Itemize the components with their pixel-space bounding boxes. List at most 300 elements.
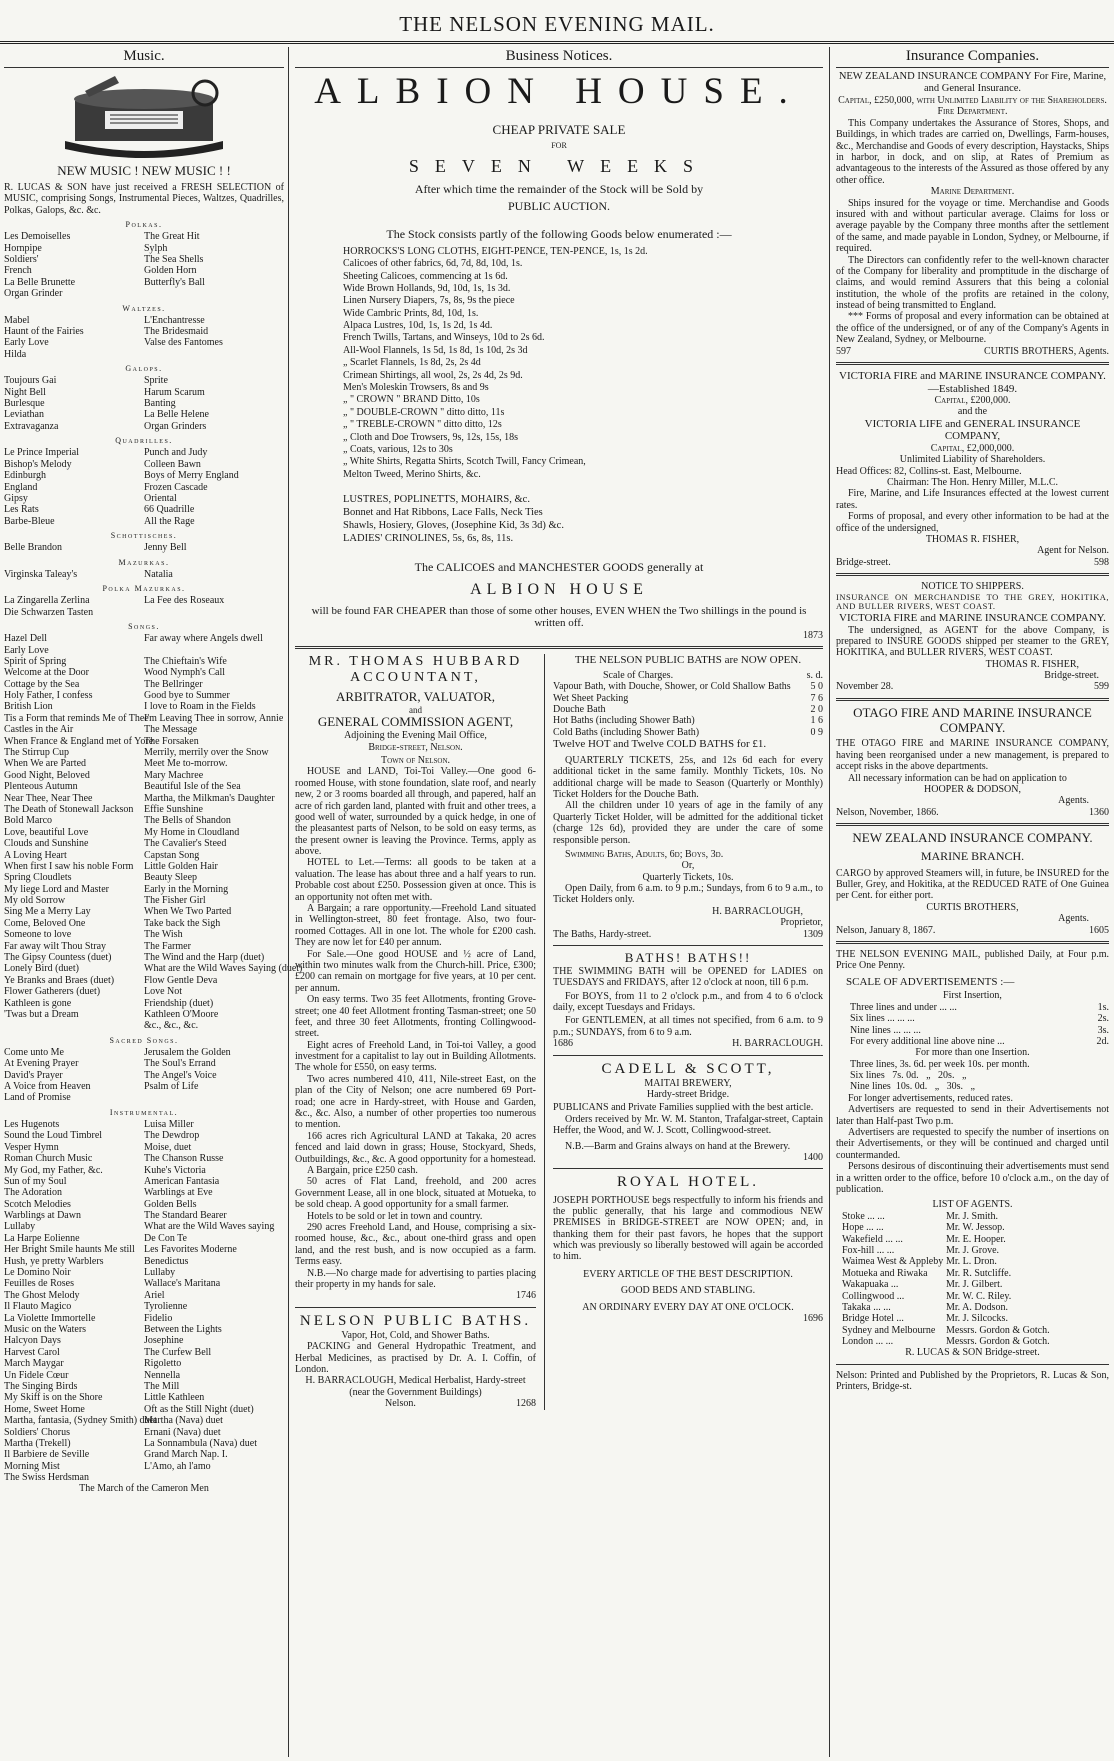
baths-charge-row xyxy=(553,681,823,692)
vic-p1: Fire, Marine, and Life Insurances effected at the lowest current rates. xyxy=(836,488,1109,511)
mail-agents-title: LIST OF AGENTS. xyxy=(932,1199,1013,1211)
albion-cheaper: will be found FAR CHEAPER than those of some other houses, EVEN WHEN the Two shillings in the pound is written off. xyxy=(311,604,807,630)
vic-cap: Capital, £200,000. xyxy=(934,395,1011,407)
goods-item: Calicoes of other fabrics, 6d, 7d, 8d, 10d, 1s. xyxy=(343,258,523,270)
music-title-item: Butterfly's Ball xyxy=(144,276,205,288)
music-title-item: The Bells of Shandon xyxy=(144,815,231,827)
music-title-item: L'Amo, ah l'amo xyxy=(144,1460,211,1472)
hubbard-l1: MR. THOMAS HUBBARD xyxy=(308,654,523,670)
nz-fire: Fire Department. xyxy=(937,106,1008,118)
music-title-item: Les Rats xyxy=(4,504,39,516)
baths-charge-row xyxy=(553,715,823,726)
ship-addr: Bridge-street. xyxy=(1044,670,1099,682)
music-title-item: The Mill xyxy=(144,1380,180,1392)
music-title-item: La Harpe Eolienne xyxy=(4,1232,80,1244)
music-title-item: My Home in Cloudland xyxy=(144,826,240,838)
hubbard-paragraph: HOUSE and LAND, Toi-Toi Valley.—One good 6-roomed House, with stone foundation, slate roof, and nearly new, 2 or 3 rooms boarded all through, and papered, half an acre of rich garden land, planted with fruit and other trees, a good well of water, surrounded by a quick hedge, in one of the pleasantest parts of Nelson, to be sold on easy terms, as the present owner is leaving the Province. Terms, apply as above. xyxy=(295,766,536,858)
ad-rate-row xyxy=(850,1002,1109,1013)
hubbard-paragraph: A Bargain; a rare opportunity.—Freehold Land situated in Wellington-street, 80 feet frontage. Also, two four-roomed Cottages. All in one lot. The whole for £200 cash. They are now let for £40 per annum. xyxy=(295,903,536,949)
ship-date: November 28. xyxy=(836,681,894,693)
music-title-item: Les Favorites Moderne xyxy=(144,1244,237,1256)
music-title-item: Barbe-Bleue xyxy=(4,515,55,527)
music-title-item: Welcome at the Door xyxy=(4,667,89,679)
agent-row xyxy=(842,1325,1109,1336)
music-title-item: Boys of Merry England xyxy=(144,470,239,482)
goods-item: „ Cloth and Doe Trowsers, 9s, 12s, 15s, 18s xyxy=(343,431,519,443)
nz-p2: Ships insured for the voyage or time. Merchandise and Goods insured with and without particular average. Claims for loss or average payable by the Company three months after the settlement of the same, and made payable in London, Sydney, or Melbourne, if required. xyxy=(836,197,1109,255)
music-title-item: Tis a Form that reminds Me of Thee xyxy=(4,712,149,724)
music-title-item: Someone to love xyxy=(4,929,72,941)
music-title-item: Oriental xyxy=(144,492,177,504)
music-title-item: Effie Sunshine xyxy=(144,803,203,815)
music-title-item: Capstan Song xyxy=(144,849,200,861)
agent-row xyxy=(842,1211,1109,1222)
hubbard-and: and xyxy=(409,705,422,716)
music-title-item: Early in the Morning xyxy=(144,883,229,895)
music-title-item: L'Enchantresse xyxy=(144,314,205,326)
goods-item: Wide Cambric Prints, 8d, 10d, 1s. xyxy=(343,307,479,319)
goods-item: „ White Shirts, Regatta Shirts, Scotch Twill, Fancy Crimean, xyxy=(343,456,586,468)
music-title-item: I'm Leaving Thee in sorrow, Annie xyxy=(144,712,284,724)
hubbard-paragraph: A Bargain, price £250 cash. xyxy=(307,1165,418,1176)
baths-charge-price: 0 9 xyxy=(810,726,823,738)
music-title-item: Her Bright Smile haunts Me still xyxy=(4,1244,135,1256)
music-title-item: Early Love xyxy=(4,644,49,656)
baths-children: All the children under 10 years of age in the family of any Quarterly Ticket Holder, will be admitted for the additional ticket (charge 12s 6d), provided they are under the care of some responsible person. xyxy=(553,800,823,846)
music-title-item: My Skiff is on the Shore xyxy=(4,1392,103,1404)
music-title-item: Tyrolienne xyxy=(144,1301,188,1313)
business-subcolumns xyxy=(295,654,823,1409)
hubbard-l4: GENERAL COMMISSION AGENT, xyxy=(317,714,514,730)
music-title-item: Bold Marco xyxy=(4,815,53,827)
music-section-list xyxy=(4,633,303,1032)
vic-agent: Agent for Nelson. xyxy=(1037,545,1109,557)
nz2-agents: Agents. xyxy=(1058,913,1089,925)
music-title-item: Burlesque xyxy=(4,398,45,410)
music-title-item: Lonely Bird (duet) xyxy=(4,963,79,975)
music-title-item: The Angel's Voice xyxy=(144,1069,217,1081)
music-title-item: Martha, the Milkman's Daughter xyxy=(144,792,275,804)
agent-place: Sydney and Melbourne xyxy=(842,1324,936,1336)
music-section-list xyxy=(4,569,284,580)
music-title-item: Ernani (Nava) duet xyxy=(144,1426,221,1438)
music-title-item: Feuilles de Roses xyxy=(4,1278,74,1290)
music-title-item: Harvest Carol xyxy=(4,1346,60,1358)
music-title-item: The Ghost Melody xyxy=(4,1289,80,1301)
music-title-item: Morning Mist xyxy=(4,1460,60,1472)
music-title-item: &c., &c., &c. xyxy=(144,1020,199,1032)
music-title-item: Friendship (duet) xyxy=(144,997,214,1009)
baths-charge-price: 1 6 xyxy=(810,715,823,727)
music-title-item: Soldiers' xyxy=(4,253,39,265)
music-title-item: Soldiers' Chorus xyxy=(4,1426,70,1438)
nz2-sig: CURTIS BROTHERS, xyxy=(926,901,1019,913)
music-title-item: Spring Cloudlets xyxy=(4,872,72,884)
music-title-item xyxy=(144,645,284,656)
music-title-item: Beauty Sleep xyxy=(144,872,198,884)
music-title-item: La Belle Helene xyxy=(144,409,209,421)
otago-p2: All necessary information can be had on application to xyxy=(848,772,1067,784)
agent-place: Wakapuaka ... xyxy=(842,1279,899,1291)
baths-charge-label: Wet Sheet Packing xyxy=(553,692,629,704)
music-title-item: Gipsy xyxy=(4,492,28,504)
ship-sig: THOMAS R. FISHER, xyxy=(985,658,1079,670)
music-title-item: Merrily, merrily over the Snow xyxy=(144,747,269,759)
music-title-item: Halcyon Days xyxy=(4,1335,61,1347)
agent-place: Collingwood ... xyxy=(842,1290,905,1302)
albion-stock: The Stock consists partly of the following Goods below enumerated :— xyxy=(386,227,732,242)
music-title-item: The Soul's Errand xyxy=(144,1058,216,1070)
music-section-heading: Mazurkas. xyxy=(118,557,170,567)
goods-item: Linen Nursery Diapers, 7s, 8s, 9s the piece xyxy=(343,295,515,307)
music-title-item: Take back the Sigh xyxy=(144,917,221,929)
baths-sd: s. d. xyxy=(806,669,823,681)
music-title-item: When first I saw his noble Form xyxy=(4,860,134,872)
music-title-item: The Singing Birds xyxy=(4,1380,78,1392)
music-title-item: Holy Father, I confess xyxy=(4,690,93,702)
lustres-item: Shawls, Hosiery, Gloves, (Josephine Kid, 3s 3d) &c. xyxy=(343,520,564,532)
music-title-item: Far away wilt Thou Stray xyxy=(4,940,107,952)
agent-place: Stoke ... ... xyxy=(842,1210,885,1222)
music-title-item xyxy=(144,1092,284,1103)
music-title-item: The Death of Stonewall Jackson xyxy=(4,803,134,815)
albion-house-name: ALBION HOUSE xyxy=(470,580,648,598)
music-title-item: David's Prayer xyxy=(4,1069,63,1081)
agent-row xyxy=(842,1302,1109,1313)
baths-charge-label: Douche Bath xyxy=(553,704,606,716)
music-title-item: All the Rage xyxy=(144,515,195,527)
music-title-item: Castles in the Air xyxy=(4,724,74,736)
music-title-item: 66 Quadrille xyxy=(144,504,195,516)
agent-name: Mr. J. Smith. xyxy=(946,1210,998,1222)
vic-unl: Unlimited Liability of Shareholders. xyxy=(899,454,1046,466)
music-section-list xyxy=(4,315,284,361)
music-title-item: March Maygar xyxy=(4,1358,64,1370)
music-title-item: La Belle Brunette xyxy=(4,276,76,288)
royal-p3: GOOD BEDS AND STABLING. xyxy=(620,1285,756,1297)
music-title-item: Warblings at Dawn xyxy=(4,1210,81,1222)
music-title-item: Little Kathleen xyxy=(144,1392,205,1404)
nz-p1: This Company undertakes the Assurance of Stores, Shops, and Buildings, in which trades are carried on, Dwellings, Farm-houses, &c., Merchandise and Goods of every description, Haystacks, Ships in harbor, in dock, and on slip, at Rates of Premium as advantageous to the interests of the Assured as those offered by any other office. xyxy=(836,117,1109,186)
baths-charge-label: Vapour Bath, with Douche, Shower, or Cold Shallow Baths xyxy=(553,681,791,693)
music-title-item: Near Thee, Near Thee xyxy=(4,792,93,804)
vic-sig: THOMAS R. FISHER, xyxy=(925,534,1020,546)
music-title-item: Extravaganza xyxy=(4,420,59,432)
music-title-item: Bishop's Melody xyxy=(4,458,72,470)
baths-column xyxy=(545,654,823,1409)
agent-name: Mr. J. Gilbert. xyxy=(946,1279,1003,1291)
hubbard-l3: ARBITRATOR, VALUATOR, xyxy=(335,689,496,705)
music-title-item xyxy=(144,288,284,299)
agent-row xyxy=(842,1234,1109,1245)
baths-quarterly: QUARTERLY TICKETS, 25s, and 12s 6d each for every additional ticket in the same family. Monthly Tickets, 10s. No additional charge will be made to Season (Quarterly or Monthly) Ticket Holders for the Douche Bath. xyxy=(553,754,823,800)
baths-charge-row xyxy=(553,693,823,704)
goods-item: „ Coats, various, 12s to 30s xyxy=(343,443,453,455)
nelson-baths-title: NELSON PUBLIC BATHS. xyxy=(299,1312,532,1329)
music-title-item: The Farmer xyxy=(144,940,191,952)
music-title-item: Come, Beloved One xyxy=(4,917,86,929)
baths-rows xyxy=(553,681,823,738)
otago-sig: HOOPER & DODSON, xyxy=(924,784,1021,796)
music-title-item xyxy=(4,1020,144,1031)
agent-place: Bridge Hotel ... xyxy=(842,1313,904,1325)
lustres-item: Bonnet and Hat Ribbons, Lace Falls, Neck Ties xyxy=(343,507,543,519)
albion-num: 1873 xyxy=(803,629,823,641)
music-title-item: Music on the Waters xyxy=(4,1323,87,1335)
music-title-item: Benedictus xyxy=(144,1255,189,1267)
music-title-item: The Wish xyxy=(144,929,183,941)
agent-row xyxy=(842,1268,1109,1279)
baths-name: H. BARRACLOUGH, xyxy=(712,905,803,917)
music-title-item: Kuhe's Victoria xyxy=(144,1164,206,1176)
music-title-item: A Voice from Heaven xyxy=(4,1081,91,1093)
mail-r1: Three lines, 3s. 6d. per week 10s. per month. xyxy=(850,1058,1030,1070)
music-title-item: De Con Te xyxy=(144,1232,187,1244)
agent-row xyxy=(842,1336,1109,1347)
nz-p3: The Directors can confidently refer to the well-known character of the Company for liberality and promptitude in the discharge of claims, and would remind Assurers that this being a colonial institution, the whole of the profits are retained in the colony, instead of being transmitted to England. xyxy=(836,254,1109,312)
music-title-item: Sun of my Soul xyxy=(4,1175,67,1187)
ad-rate-label: For every additional line above nine ... xyxy=(850,1035,1005,1047)
music-title-item: The Cavalier's Steed xyxy=(144,838,227,850)
baths-charge-price: 5 0 xyxy=(810,681,823,693)
mail-title: THE NELSON EVENING MAIL, published Daily, at Four p.m. Price One Penny. xyxy=(836,949,1109,972)
music-title-item: Fidelio xyxy=(144,1312,173,1324)
music-title-item: Il Flauto Magico xyxy=(4,1301,72,1313)
albion-calicoes: The CALICOES and MANCHESTER GOODS generally at xyxy=(414,560,704,575)
music-title-item: Virginska Taleay's xyxy=(4,568,78,580)
otago-p1: THE OTAGO FIRE and MARINE INSURANCE COMPANY, having been reorganised under a new management, is prepared to accept risks in the above departments. xyxy=(836,738,1109,773)
music-title-item: Un Fidele Cœur xyxy=(4,1369,69,1381)
music-title-item: Spirit of Spring xyxy=(4,655,67,667)
albion-line2: FOR xyxy=(551,141,567,151)
ad-rate-price: 2d. xyxy=(1096,1035,1109,1047)
nz2-sub: MARINE BRANCH. xyxy=(920,849,1025,864)
music-title-item: Les Hugenots xyxy=(4,1118,60,1130)
music-title-item: Early Love xyxy=(4,337,49,349)
music-title-item: Wood Nymph's Call xyxy=(144,667,225,679)
agent-name: Mr. W. C. Riley. xyxy=(946,1290,1012,1302)
music-title-item: Cottage by the Sea xyxy=(4,678,80,690)
music-title-item: Home, Sweet Home xyxy=(4,1403,85,1415)
music-footer: The March of the Cameron Men xyxy=(79,1483,209,1495)
cadell-sub2: Hardy-street Bridge. xyxy=(646,1089,730,1101)
agent-row xyxy=(842,1256,1109,1267)
agent-place: Wakefield ... ... xyxy=(842,1233,903,1245)
lustres-item: LADIES' CRINOLINES, 5s, 6s, 8s, 11s. xyxy=(343,533,514,545)
music-title-item: 'Twas but a Dream xyxy=(4,1009,79,1020)
mail-imprint: Nelson: Printed and Published by the Proprietors, R. Lucas & Son, Printers, Bridge-st. xyxy=(836,1369,1109,1393)
music-title-item: Flow Gentle Deva xyxy=(144,974,218,986)
hubbard-paragraph: For Sale.—One good HOUSE and ½ acre of Land, within two minutes walk from the Church-hill. Price, £300; £200 can remain on mortgage for five years, at 10 per cent. per annum. xyxy=(295,948,536,994)
music-section-list xyxy=(4,231,284,299)
music-header: Music. xyxy=(4,47,284,68)
mail-r3: Nine lines 10s. 0d. „ 30s. „ xyxy=(850,1081,975,1093)
ad-rate-row xyxy=(850,1036,1109,1047)
music-title-item: When France & England met of Yore xyxy=(4,735,154,747)
music-title-item: Rigoletto xyxy=(144,1358,182,1370)
ad-rate-label: Three lines and under ... ... xyxy=(850,1001,957,1013)
music-title-item: Colleen Bawn xyxy=(144,458,201,470)
music-title-item: Good Night, Beloved xyxy=(4,769,90,781)
otago-title: OTAGO FIRE AND MARINE INSURANCE COMPANY. xyxy=(853,704,1092,735)
baths2-num: 1686 xyxy=(553,1038,573,1050)
music-title-item: The Fisher Girl xyxy=(144,895,206,907)
albion-goods-list xyxy=(295,246,823,480)
music-title-item: Wallace's Maritana xyxy=(144,1278,221,1290)
vic-chair: Chairman: The Hon. Henry Miller, M.L.C. xyxy=(886,477,1059,489)
baths-scale: Scale of Charges. xyxy=(603,669,674,681)
hubbard-num: 1746 xyxy=(516,1290,536,1302)
nz2-num: 1605 xyxy=(1089,924,1109,936)
baths-charge-price: 2 0 xyxy=(810,704,823,716)
music-title-item xyxy=(144,607,284,618)
nz2-title: NEW ZEALAND INSURANCE COMPANY. xyxy=(852,830,1093,846)
music-title-item: Le Prince Imperial xyxy=(4,447,79,459)
music-title-item: British Lion xyxy=(4,701,53,713)
otago-date: Nelson, November, 1866. xyxy=(836,806,939,818)
mail-p3: Advertisers are requested to specify the number of insertions on their Advertisements, or they will be continued and charged until countermanded. xyxy=(836,1127,1109,1161)
music-title-item: Roman Church Music xyxy=(4,1153,93,1165)
music-title-item: Banting xyxy=(144,398,176,410)
masthead xyxy=(0,0,1114,44)
mail-p1: For longer advertisements, reduced rates. xyxy=(848,1092,1013,1104)
baths-charge-row xyxy=(553,727,823,738)
music-title-item: At Evening Prayer xyxy=(4,1058,79,1070)
ship-p2: The undersigned, as AGENT for the above Company, is prepared to INSURE GOODS shipped per steamer to the GREY, HOKITIKA, and BULLER RIVERS, WEST COAST. xyxy=(836,624,1109,659)
baths-charge-label: Hot Baths (including Shower Bath) xyxy=(553,715,695,727)
nz-marine: Marine Department. xyxy=(930,186,1015,198)
music-title-item: La Sonnambula (Nava) duet xyxy=(144,1437,258,1449)
mail-agents-list xyxy=(836,1211,1109,1348)
music-title-item: Meet Me to-morrow. xyxy=(144,758,228,770)
music-section-list xyxy=(4,447,284,527)
mail-more: For more than one Insertion. xyxy=(915,1047,1030,1059)
goods-item: French Twills, Tartans, and Winseys, 10d to 2s 6d. xyxy=(343,332,545,344)
music-title-item: French xyxy=(4,265,32,277)
music-title-item: Vesper Hymn xyxy=(4,1141,59,1153)
vic-head: Head Offices: 82, Collins-st. East, Melbourne. xyxy=(836,465,1022,477)
music-title-item: Good bye to Summer xyxy=(144,690,230,702)
music-title-item: Scotch Melodies xyxy=(4,1198,71,1210)
cadell-title: CADELL & SCOTT, xyxy=(601,1060,775,1077)
insurance-column xyxy=(829,47,1109,1757)
music-title-item: The Great Hit xyxy=(144,231,200,243)
goods-item: Alpaca Lustres, 10d, 1s, 1s 2d, 1s 4d. xyxy=(343,320,493,332)
music-title-item: Come unto Me xyxy=(4,1046,64,1058)
mail-p4: Persons desirous of discontinuing their advertisements must send in a written order to the office, before 10 o'clock a.m., on the day of publication. xyxy=(836,1161,1109,1195)
music-section-heading: Galops. xyxy=(125,364,163,374)
music-title-item: What are the Wild Waves saying xyxy=(144,1221,275,1233)
cadell-p2: Orders received by Mr. W. M. Stanton, Trafalgar-street, Captain Heffer, the Wood, and W. J. Scott, Collingwood-street. xyxy=(553,1113,823,1137)
music-title-item: Moise, duet xyxy=(144,1141,192,1153)
cadell-num: 1400 xyxy=(803,1152,823,1164)
music-title-item: Plenteous Autumn xyxy=(4,781,78,793)
music-title-item: Hilda xyxy=(4,348,27,360)
albion-line1: CHEAP PRIVATE SALE xyxy=(492,122,626,138)
music-title-item: Jenny Bell xyxy=(144,542,187,554)
nelson-baths-p3: Nelson. xyxy=(385,1398,416,1410)
agent-place: Motueka and Riwaka xyxy=(842,1267,928,1279)
otago-num: 1360 xyxy=(1089,806,1109,818)
hubbard-paragraph: 290 acres Freehold Land, and House, comprising a six-roomed house, &c., &c., about one-third grass and open land, and the rest bush, and is now occupied as a farm. Terms easy. xyxy=(295,1221,536,1268)
music-section-heading: Polka Mazurkas. xyxy=(102,584,186,594)
music-title-item: Love Not xyxy=(144,986,183,998)
music-title-item: Natalia xyxy=(144,568,173,580)
music-title-item: Beautiful Isle of the Sea xyxy=(144,781,241,793)
vic-and: and the xyxy=(957,406,988,418)
baths2-p2: For BOYS, from 11 to 2 o'clock p.m., and from 4 to 6 o'clock daily, except Tuesdays and Fridays. xyxy=(553,990,823,1014)
music-instruments-illustration xyxy=(55,71,233,161)
music-title-item: Valse des Fantomes xyxy=(144,337,223,349)
albion-line5: PUBLIC AUCTION. xyxy=(507,199,610,214)
music-title-item: Night Bell xyxy=(4,386,46,398)
music-title-item: Warblings at Eve xyxy=(144,1187,213,1199)
music-title-item: Little Golden Hair xyxy=(144,860,218,872)
music-title-item: Mabel xyxy=(4,314,30,326)
music-title-item: Far away where Angels dwell xyxy=(144,633,263,645)
albion-title: ALBION HOUSE. xyxy=(314,71,804,113)
vic-cap2: Capital, £2,000,000. xyxy=(930,442,1015,454)
music-title-item: Kathleen is gone xyxy=(4,997,72,1009)
music-title-item: My old Sorrow xyxy=(4,895,66,907)
nelson-baths-sub: Vapor, Hot, Cold, and Shower Baths. xyxy=(341,1329,490,1341)
baths2-title: BATHS! BATHS!! xyxy=(624,950,752,966)
agent-place: Waimea West & Appleby xyxy=(842,1256,944,1268)
vic-p2: Forms of proposal, and every other information to be had at the office of the undersigned, xyxy=(836,511,1109,534)
hubbard-column xyxy=(295,654,545,1409)
music-title-item: The Gipsy Countess (duet) xyxy=(4,952,112,964)
music-title-item: Golden Bells xyxy=(144,1198,197,1210)
albion-lustres-list xyxy=(295,494,823,545)
music-title-item: Die Schwarzen Tasten xyxy=(4,606,94,618)
music-title-item xyxy=(144,349,284,360)
ad-rate-price: 3s. xyxy=(1097,1024,1109,1036)
agent-name: Mr. W. Jessop. xyxy=(946,1222,1005,1234)
ad-rate-label: Six lines ... ... ... xyxy=(850,1013,915,1025)
nz-capital: Capital, £250,000, with Unlimited Liability of the Shareholders. xyxy=(838,95,1107,107)
music-column xyxy=(4,47,303,1757)
music-section-heading: Schottisches. xyxy=(110,531,178,541)
goods-item: „ Scarlet Flannels, 1s 8d, 2s, 2s 4d xyxy=(343,357,481,369)
music-title-item: Organ Grinders xyxy=(144,420,207,432)
baths2-p3: For GENTLEMEN, at all times not specified, from 6 a.m. to 9 p.m.; SUNDAYS, from 6 to 9 a.m. xyxy=(553,1015,823,1038)
hubbard-paragraph: Two acres numbered 410, 411, Nile-street East, on the plan of the City of Nelson; one acre numbered 69 Port-road; one acre in Hardy-street, with House and Garden, &c., &c. Also, a number of other properties too numerous to mention. xyxy=(295,1073,536,1131)
music-title-item: La Violette Immortelle xyxy=(4,1312,96,1324)
agent-row xyxy=(842,1313,1109,1324)
music-section-list xyxy=(4,1047,284,1104)
music-title-item: The Curfew Bell xyxy=(144,1346,212,1358)
vic-num: 598 xyxy=(1094,556,1109,568)
music-title-item: Ariel xyxy=(144,1289,165,1301)
music-title-item: Sound the Loud Timbrel xyxy=(4,1130,103,1142)
goods-item: All-Wool Flannels, 1s 5d, 1s 8d, 1s 10d, 2s 3d xyxy=(343,344,528,356)
vic-life: VICTORIA LIFE and GENERAL INSURANCE COMPANY, xyxy=(864,417,1081,443)
music-title-item: Hazel Dell xyxy=(4,633,48,645)
music-title-item: Kathleen O'Moore xyxy=(144,1009,219,1020)
music-title-item: Il Barbiere de Seville xyxy=(4,1449,90,1461)
baths2-name: H. BARRACLOUGH. xyxy=(732,1038,823,1050)
music-title-item: The Stirrup Cup xyxy=(4,747,69,759)
mail-scale: SCALE OF ADVERTISEMENTS :— xyxy=(846,975,1015,988)
baths-charge-price: 7 6 xyxy=(810,692,823,704)
music-title-item: Golden Horn xyxy=(144,265,197,277)
music-title-item: Les Demoiselles xyxy=(4,231,71,243)
nz-num: 597 xyxy=(836,345,851,357)
baths-charge-row xyxy=(553,704,823,715)
baths-open: Open Daily, from 6 a.m. to 9 p.m.; Sundays, from 6 to 9 a.m., to Ticket Holders only. xyxy=(553,883,823,906)
hubbard-paragraph: 50 acres of Flat Land, freehold, and 200 acres Government Lease, all in one block, situated at Motueka, to be sold cheap. A good opportunity for a small farmer. xyxy=(295,1176,536,1211)
ship-sub: INSURANCE ON MERCHANDISE TO THE GREY, HOKITIKA, AND BULLER RIVERS, WEST COAST. xyxy=(836,591,1109,612)
